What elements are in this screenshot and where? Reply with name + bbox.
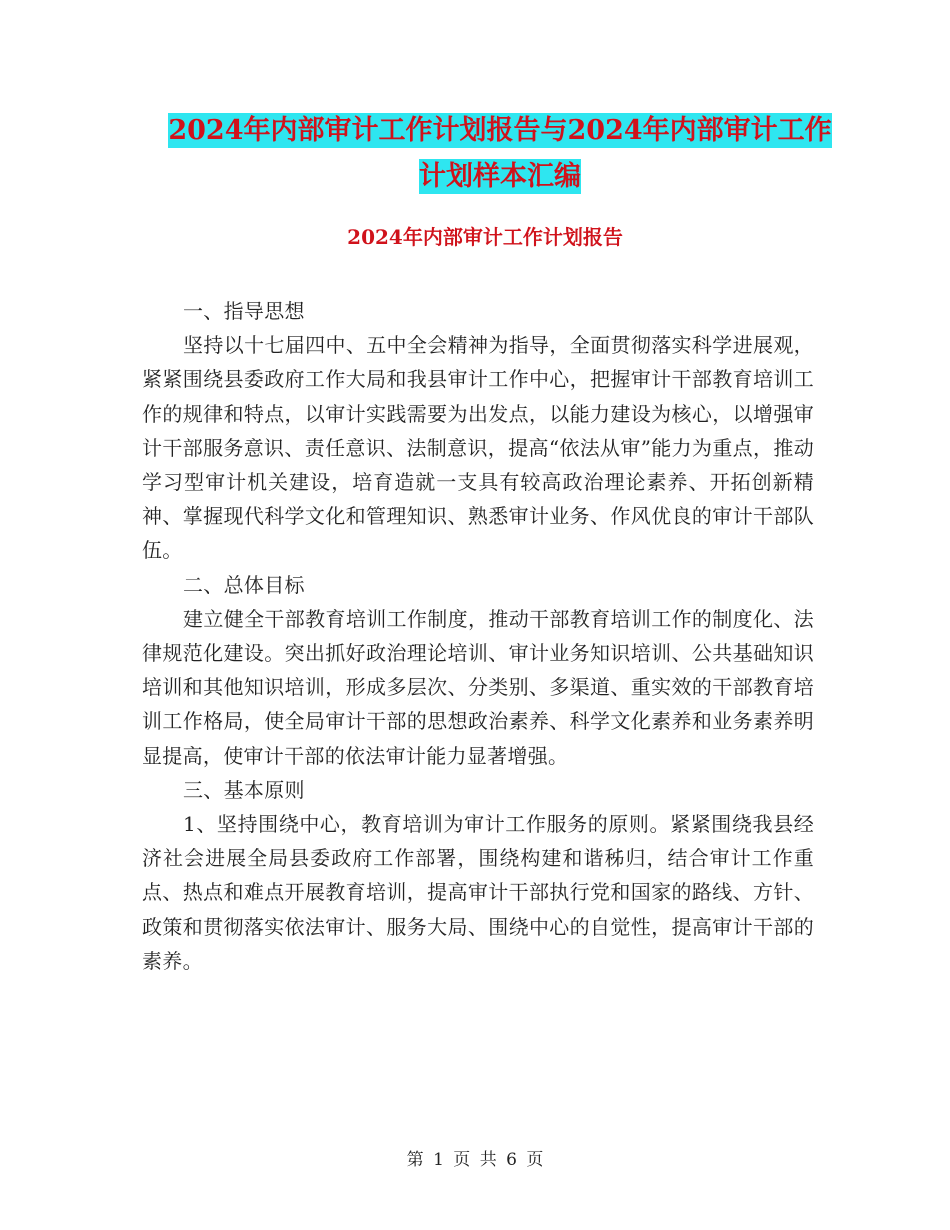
document-body — [142, 294, 814, 978]
paragraph-guiding-ideology: 坚持以十七届四中、五中全会精神为指导，全面贯彻落实科学进展观，紧紧围绕县委政府工作大局和我县审计工作中心，把握审计干部教育培训工作的规律和特点，以审计实践需要为出发点，以能力建设为核心，以增强审计干部服务意识、责任意识、法制意识，提高“依法从审”能力为重点，推动学习型审计机关建设，培育造就一支具有较高政治理论素养、开拓创新精神、掌握现代科学文化和管理知识、熟悉审计业务、作风优良的审计干部队伍。 — [142, 333, 814, 563]
page-number-footer: 第 1 页 共 6 页 — [406, 1150, 544, 1170]
title-line-1: 2024年内部审计工作计划报告与2024年内部审计工作 — [168, 115, 832, 146]
heading-overall-goal: 二、总体目标 — [183, 572, 305, 597]
paragraph-overall-goal: 建立健全干部教育培训工作制度，推动干部教育培训工作的制度化、法律规范化建设。突出抓好政治理论培训、审计业务知识培训、公共基础知识培训和其他知识培训，形成多层次、分类别、多渠道、重实效的干部教育培训工作格局，使全局审计干部的思想政治素养、科学文化素养和业务素养明显提高，使审计干部的依法审计能力显著增强。 — [142, 606, 814, 768]
title-line-2: 计划样本汇编 — [419, 161, 581, 192]
paragraph-principle-1: 1、坚持围绕中心，教育培训为审计工作服务的原则。紧紧围绕我县经济社会进展全局县委政府工作部署，围绕构建和谐秭归，结合审计工作重点、热点和难点开展教育培训，提高审计干部执行党和国家的路线、方针、政策和贯彻落实依法审计、服务大局、围绕中心的自觉性，提高审计干部的素养。 — [142, 812, 814, 973]
section-title: 2024年内部审计工作计划报告 — [347, 225, 623, 249]
heading-guiding-ideology: 一、指导思想 — [183, 299, 305, 323]
document-title — [140, 108, 860, 200]
heading-basic-principles: 三、基本原则 — [183, 777, 305, 802]
